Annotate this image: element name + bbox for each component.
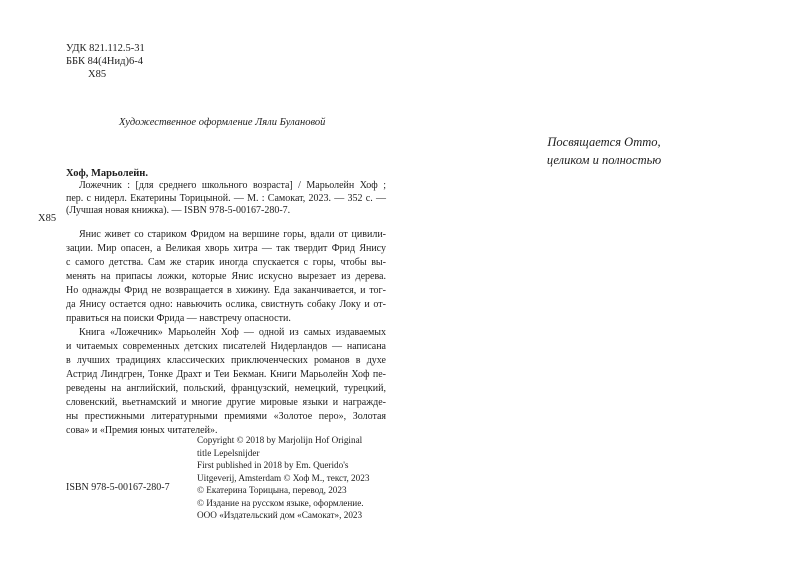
annotation-line: Янис живет со стариком Фридом на вершине горы, вдали от цивили-: [79, 229, 386, 240]
annotation-line: правиться на поиски Фрида — навстречу опасности.: [66, 313, 291, 324]
annotation-line: Книга «Ложечник» Марьолейн Хоф — одной из самых издаваемых: [79, 327, 386, 338]
annotation-line: менять на припасы ложки, которые Янис искусно вырезает из дерева.: [66, 271, 386, 282]
design-credit: Художественное оформление Ляли Булановой: [119, 117, 326, 128]
annotation-line: да Янису остается одно: навьючить ослика, свистнуть собаку Локу и от-: [66, 299, 386, 310]
copyright-line: Uitgeverij, Amsterdam © Хоф М., текст, 2023: [197, 472, 370, 483]
annotation-line: зации. Мир опасен, а Великая хворь хитра — так твердит Фрид Янису: [66, 243, 386, 254]
author-heading: Хоф, Марьолейн.: [66, 168, 148, 179]
margin-author-sign: Х85: [38, 213, 57, 224]
copyright-line: © Екатерина Торицына, перевод, 2023: [197, 485, 347, 495]
copyright-line: title Lepelsnijder: [197, 447, 260, 458]
catalog-line: пер. с нидерл. Екатерины Торицыной. — М. : Самокат, 2023. — 352 с. —: [66, 192, 386, 204]
annotation-line: словенский, вьетнамский и многие другие мировые языки и награжде-: [66, 397, 386, 408]
annotation-line: Но однажды Фрид не возвращается в хижину. Еда заканчивается, и тог-: [66, 285, 386, 296]
annotation-line: в лучших традициях классических приключенческих романов в духе: [66, 355, 386, 366]
catalog-line: Ложечник : [для среднего школьного возраста] / Марьолейн Хоф ;: [79, 180, 386, 191]
bbk-code: ББК 84(4Нид)6-4: [66, 56, 143, 67]
annotation-line: и читаемых современных детских писателей Нидерландов — написана: [66, 341, 386, 352]
annotation-line: сова» и «Премия юных читателей».: [66, 425, 218, 436]
copyright-line: © Издание на русском языке, оформление.: [197, 497, 364, 508]
dedication-line: Посвящается Отто,: [547, 135, 661, 149]
udk-code: УДК 821.112.5-31: [66, 43, 145, 54]
classification-block: [66, 42, 145, 81]
copyright-line: First published in 2018 by Em. Querido's: [197, 460, 349, 470]
annotation-line: Астрид Линдгрен, Тонке Драхт и Теи Бекман. Книги Марьолейн Хоф пе-: [66, 369, 386, 380]
dedication: [540, 133, 668, 169]
copyright-line: Copyright © 2018 by Marjolijn Hof Original: [197, 435, 363, 445]
author-sign-code: Х85: [88, 69, 107, 80]
annotation-paragraph-1: [66, 228, 386, 326]
annotation-line: с самого детства. Сам же старик иногда спускается с горы, чтобы вы-: [66, 257, 386, 268]
annotation-paragraph-2: [66, 326, 386, 438]
annotation-line: реведены на английский, польский, французский, немецкий, турецкий,: [66, 383, 386, 394]
catalog-line: (Лучшая новая книжка). — ISBN 978-5-00167-280-7.: [66, 205, 291, 217]
catalog-card: [66, 180, 386, 218]
copyright-block: [197, 434, 417, 522]
annotation: [66, 228, 386, 438]
isbn: ISBN 978-5-00167-280-7: [66, 482, 170, 493]
dedication-line: целиком и полностью: [546, 153, 662, 167]
annotation-line: ны престижными литературными премиями «Золотое перо», Золотая: [66, 411, 386, 422]
copyright-line: ООО «Издательский дом «Самокат», 2023: [197, 510, 363, 520]
